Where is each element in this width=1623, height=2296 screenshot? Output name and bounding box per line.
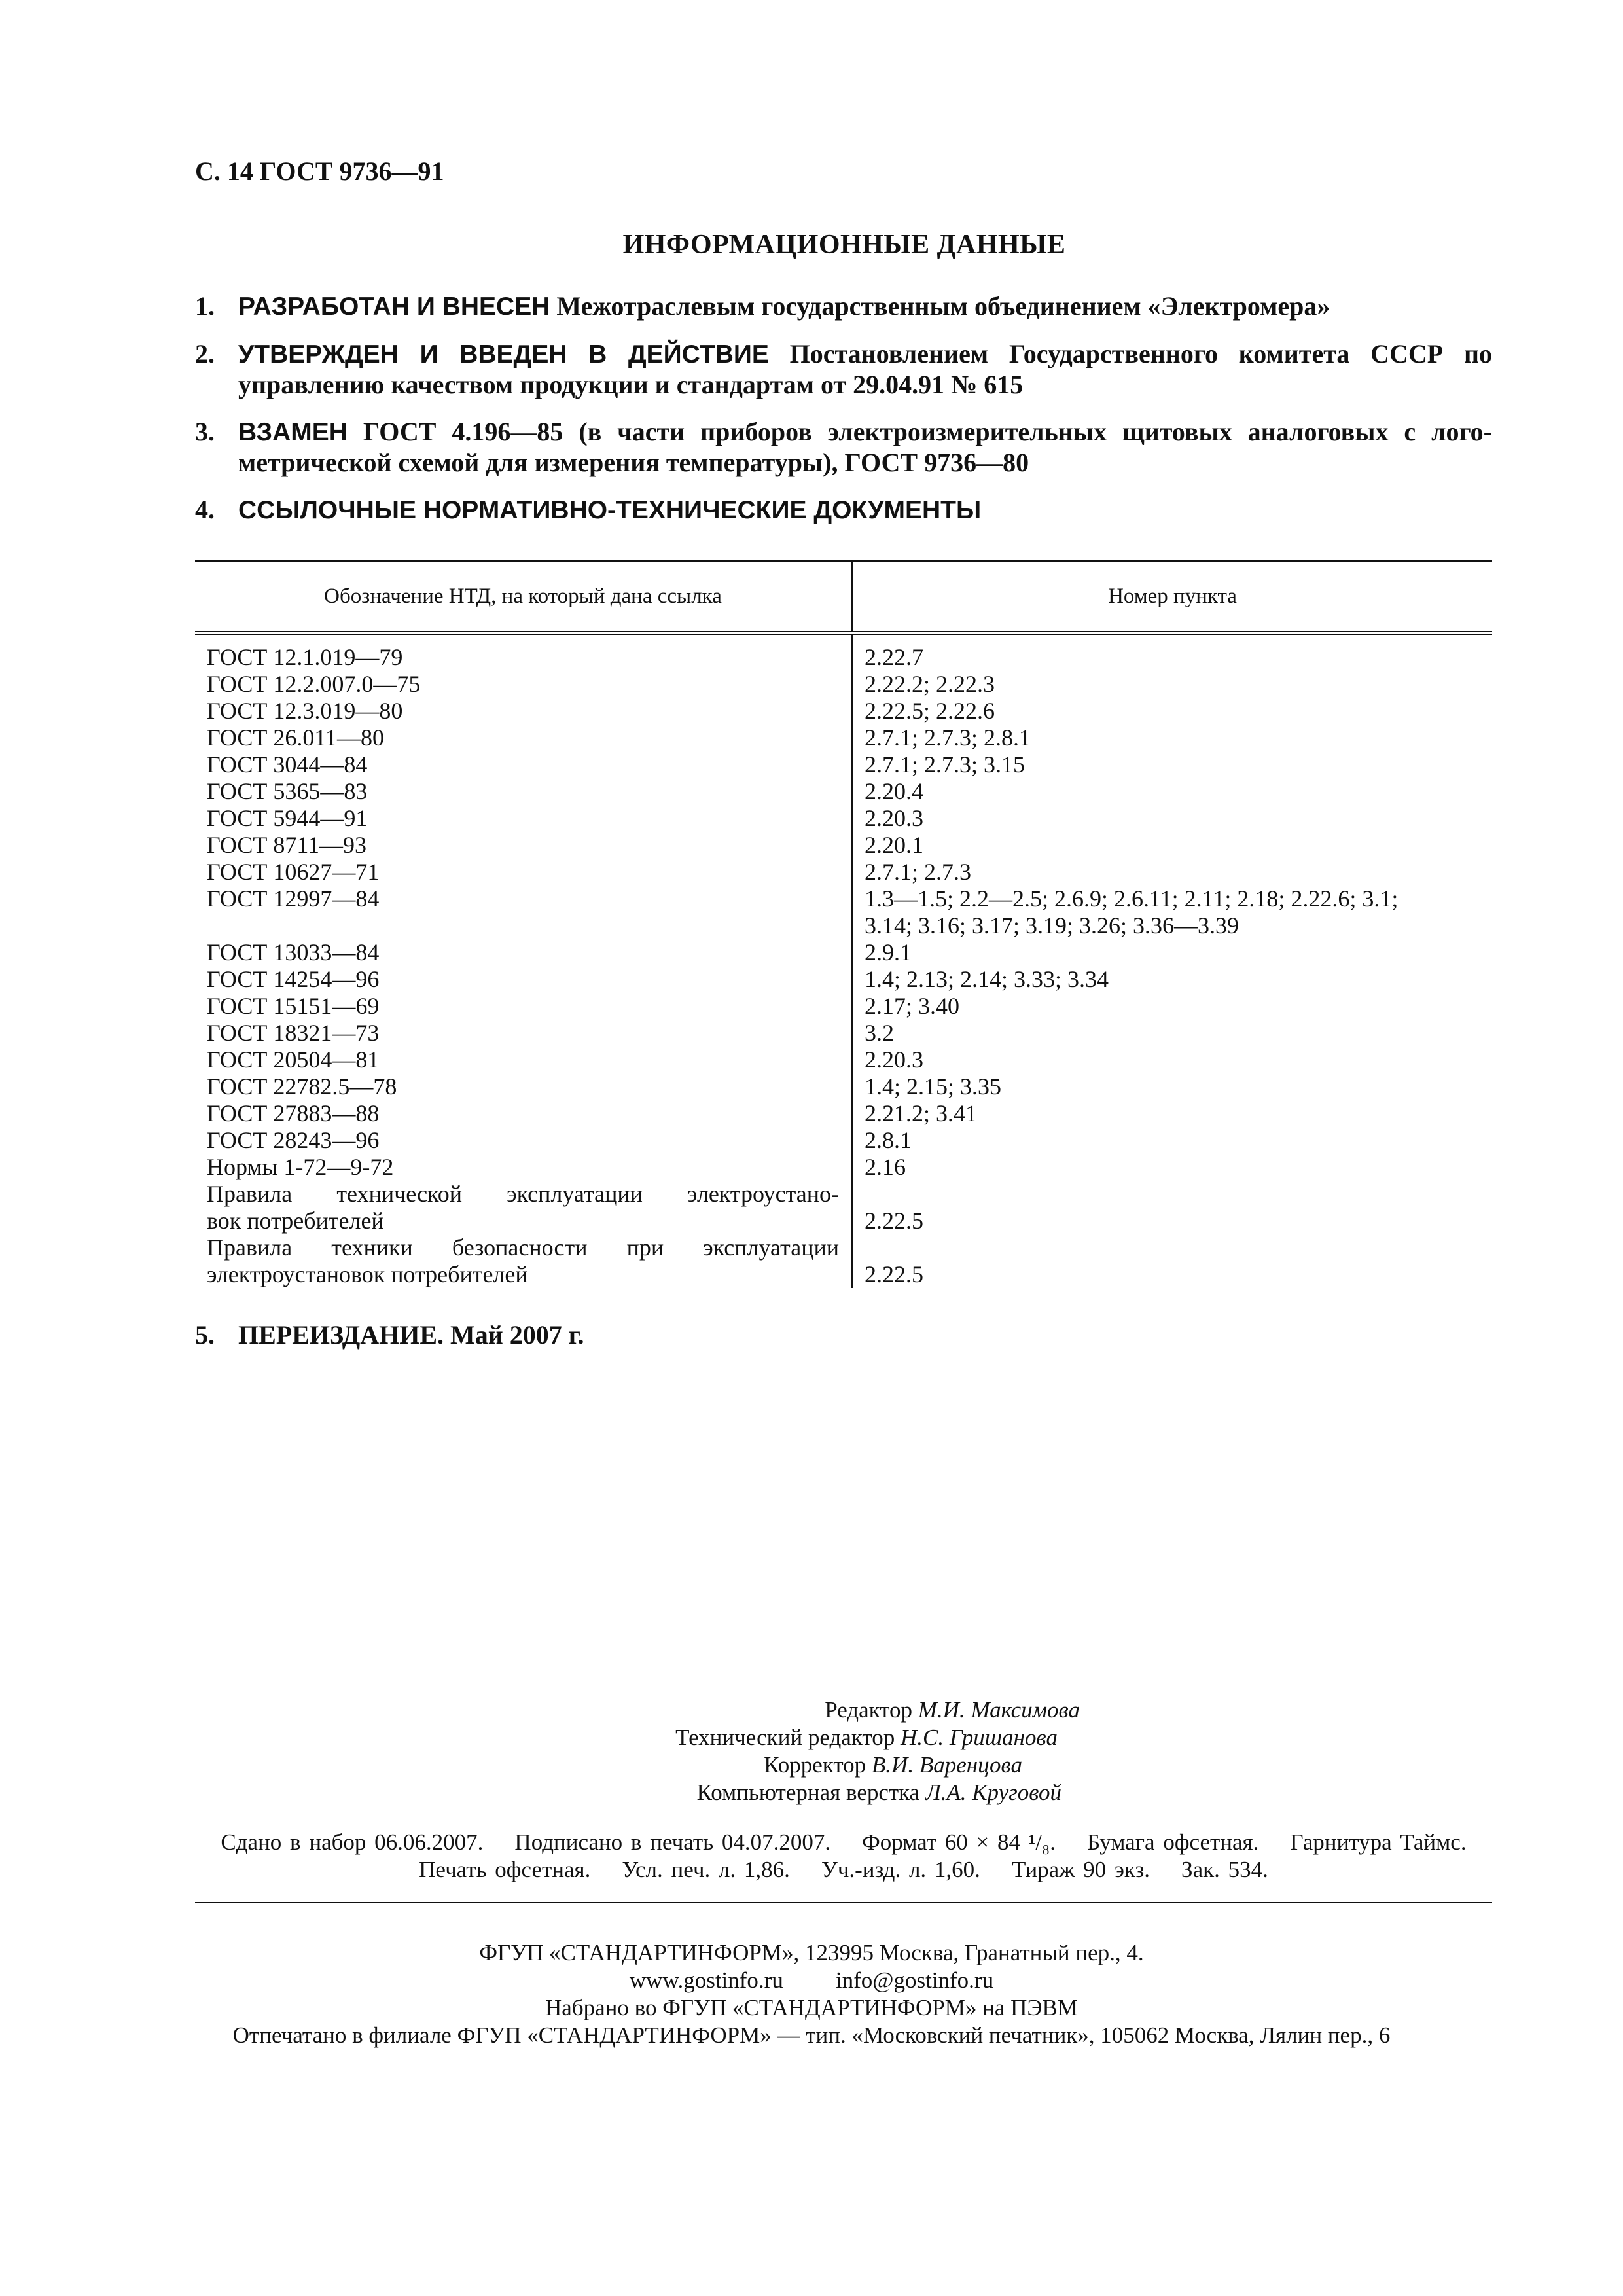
item-text: Постановлением Государственного комитета СССР по управлению качеством продукции и стандартам от 29.04.91 № 615 [238, 339, 1492, 399]
references-table [195, 560, 1492, 1288]
item-number: 5. [195, 1320, 215, 1350]
item-lead: ВЗАМЕН [238, 418, 348, 446]
ntd-cell: ГОСТ 22782.5—78 [195, 1073, 852, 1100]
clause-cell: 2.7.1; 2.7.3; 2.8.1 [865, 725, 1031, 751]
info-item-4 [195, 495, 1492, 526]
item-text: Межотраслевым государственным объединением «Электромера» [550, 291, 1330, 321]
info-item-1 [195, 291, 1492, 322]
page-header: С. 14 ГОСТ 9736—91 [195, 156, 444, 186]
info-item-3 [195, 417, 1492, 478]
print-info-field: Усл. печ. л. 1,86. [622, 1857, 790, 1882]
ntd-cell: Правила технической эксплуатации электроустано- [195, 1181, 852, 1208]
table-row [195, 912, 1492, 939]
clause-cell: 1.4; 2.13; 2.14; 3.33; 3.34 [865, 966, 1109, 992]
print-info-field: Гарнитура Таймс. [1290, 1829, 1467, 1855]
table-row [195, 633, 1492, 671]
item-lead: ССЫЛОЧНЫЕ НОРМАТИВНО-ТЕХНИЧЕСКИЕ ДОКУМЕНТЫ [238, 496, 982, 524]
print-info-row-1 [195, 1829, 1492, 1856]
item-text: ПЕРЕИЗДАНИЕ. Май 2007 г. [238, 1320, 584, 1350]
publisher-email-link[interactable]: info@gostinfo.ru [835, 1967, 994, 1993]
print-info-field: Зак. 534. [1181, 1857, 1268, 1882]
table-row [195, 671, 1492, 698]
credit-layout [0, 1779, 1623, 1806]
table-row [195, 966, 1492, 993]
ntd-cell: электроустановок потребителей [195, 1261, 852, 1288]
clause-cell: 3.14; 3.16; 3.17; 3.19; 3.26; 3.36—3.39 [865, 912, 1240, 939]
document-title: ИНФОРМАЦИОННЫЕ ДАННЫЕ [622, 230, 1066, 260]
table-row [195, 939, 1492, 966]
item-lead: УТВЕРЖДЕН И ВВЕДЕН В ДЕЙСТВИЕ [238, 340, 769, 368]
info-items [195, 291, 1492, 543]
credit-role: Технический редактор [675, 1725, 895, 1750]
clause-cell: 2.22.5; 2.22.6 [865, 698, 995, 724]
item-number: 1. [195, 291, 215, 321]
publisher-printed: Отпечатано в филиале ФГУП «СТАНДАРТИНФОРМ» — тип. «Московский печатник», 105062 Москва, Лялин пер., 6 [232, 2022, 1391, 2048]
ntd-cell: ГОСТ 15151—69 [195, 993, 852, 1020]
table-row [195, 698, 1492, 725]
info-item-2 [195, 339, 1492, 400]
ntd-cell: ГОСТ 27883—88 [195, 1100, 852, 1127]
table-row [195, 859, 1492, 886]
clause-cell: 2.9.1 [865, 939, 912, 965]
table-row [195, 1127, 1492, 1154]
clause-cell: 2.7.1; 2.7.3; 3.15 [865, 751, 1026, 778]
clause-cell: 1.3—1.5; 2.2—2.5; 2.6.9; 2.6.11; 2.11; 2.18; 2.22.6; 3.1; [865, 886, 1399, 912]
separator-rule [195, 1902, 1492, 1903]
table-row [195, 1261, 1492, 1288]
ntd-cell: ГОСТ 5365—83 [195, 778, 852, 805]
ntd-cell: Нормы 1-72—9-72 [195, 1154, 852, 1181]
clause-cell: 3.2 [865, 1020, 894, 1046]
table-row [195, 778, 1492, 805]
credit-name: Л.А. Круговой [925, 1780, 1061, 1805]
clause-cell: 2.20.4 [865, 778, 923, 804]
item-number: 3. [195, 417, 215, 446]
credit-tech-editor [0, 1724, 1623, 1751]
clause-cell: 1.4; 2.15; 3.35 [865, 1073, 1002, 1100]
credits [0, 1696, 1623, 1806]
print-info-field: Формат 60 × 84 ¹/₈. [862, 1829, 1056, 1855]
publisher-website-link[interactable]: www.gostinfo.ru [629, 1967, 783, 1993]
print-info-field: Тираж 90 экз. [1011, 1857, 1150, 1882]
column-header-ntd: Обозначение НТД, на который дана ссылка [195, 561, 852, 634]
ntd-cell: ГОСТ 12.3.019—80 [195, 698, 852, 725]
credit-name: В.И. Варенцова [871, 1752, 1022, 1778]
table-row [195, 886, 1492, 912]
ntd-cell: Правила техники безопасности при эксплуатации [195, 1234, 852, 1261]
ntd-cell: ГОСТ 5944—91 [195, 805, 852, 832]
clause-cell: 2.20.3 [865, 1047, 923, 1073]
table-row [195, 805, 1492, 832]
clause-cell: 2.22.2; 2.22.3 [865, 671, 995, 697]
table-header-row [195, 561, 1492, 634]
credit-name: М.И. Максимова [918, 1697, 1080, 1723]
clause-cell [852, 1181, 1493, 1208]
ntd-cell: ГОСТ 18321—73 [195, 1020, 852, 1047]
print-info-field: Сдано в набор 06.06.2007. [221, 1829, 484, 1855]
publisher-address: ФГУП «СТАНДАРТИНФОРМ», 123995 Москва, Гранатный пер., 4. [479, 1940, 1144, 1965]
credit-corrector [0, 1751, 1623, 1779]
publisher-contacts [0, 1967, 1623, 1994]
ntd-cell: ГОСТ 12.2.007.0—75 [195, 671, 852, 698]
table-body [195, 633, 1492, 1288]
ntd-cell: ГОСТ 8711—93 [195, 832, 852, 859]
clause-cell: 2.7.1; 2.7.3 [865, 859, 972, 885]
ntd-cell: ГОСТ 26.011—80 [195, 725, 852, 751]
credit-editor [0, 1696, 1623, 1724]
ntd-cell: ГОСТ 13033—84 [195, 939, 852, 966]
credit-role: Компьютерная верстка [696, 1780, 920, 1805]
table-row [195, 725, 1492, 751]
clause-cell: 2.17; 3.40 [865, 993, 960, 1019]
print-info-field: Подписано в печать 04.07.2007. [514, 1829, 831, 1855]
clause-cell: 2.22.5 [865, 1261, 923, 1287]
credit-role: Редактор [825, 1697, 913, 1723]
table-row [195, 1208, 1492, 1234]
table-row [195, 1020, 1492, 1047]
ntd-cell: ГОСТ 12.1.019—79 [195, 633, 852, 671]
print-info-field: Бумага офсетная. [1086, 1829, 1259, 1855]
table-row [195, 993, 1492, 1020]
table-row [195, 1100, 1492, 1127]
ntd-cell: ГОСТ 12997—84 [195, 886, 852, 912]
item-number: 2. [195, 339, 215, 368]
clause-cell: 2.8.1 [865, 1127, 912, 1153]
item-text: ГОСТ 4.196—85 (в части приборов электроизмерительных щитовых аналоговых с лого-метрической схемой для измерения температуры), ГОСТ 9736—80 [238, 417, 1492, 477]
table-row [195, 1234, 1492, 1261]
table-row [195, 1047, 1492, 1073]
ntd-cell: ГОСТ 10627—71 [195, 859, 852, 886]
table-row [195, 832, 1492, 859]
publisher-info [0, 1939, 1623, 2049]
ntd-cell: ГОСТ 28243—96 [195, 1127, 852, 1154]
ntd-cell: вок потребителей [195, 1208, 852, 1234]
clause-cell: 2.22.7 [865, 644, 923, 670]
clause-cell: 2.20.1 [865, 832, 923, 858]
credit-name: Н.С. Гришанова [900, 1725, 1058, 1750]
print-info-field: Уч.-изд. л. 1,60. [821, 1857, 980, 1882]
table-row [195, 751, 1492, 778]
item-lead: РАЗРАБОТАН И ВНЕСЕН [238, 293, 550, 321]
clause-cell: 2.16 [865, 1154, 906, 1180]
print-info-field: Печать офсетная. [419, 1857, 591, 1882]
publisher-typeset: Набрано во ФГУП «СТАНДАРТИНФОРМ» на ПЭВМ [545, 1995, 1078, 2020]
ntd-cell [195, 912, 852, 939]
column-header-clause: Номер пункта [852, 561, 1493, 634]
item-number: 4. [195, 495, 215, 524]
clause-cell: 2.22.5 [865, 1208, 923, 1234]
table-row [195, 1154, 1492, 1181]
clause-cell [852, 1234, 1493, 1261]
table-row [195, 1073, 1492, 1100]
print-info-row-2 [195, 1856, 1492, 1884]
info-item-5 [195, 1319, 584, 1350]
ntd-cell: ГОСТ 14254—96 [195, 966, 852, 993]
clause-cell: 2.21.2; 3.41 [865, 1100, 978, 1126]
print-info [195, 1829, 1492, 1884]
credit-role: Корректор [764, 1752, 866, 1778]
ntd-cell: ГОСТ 20504—81 [195, 1047, 852, 1073]
table-row [195, 1181, 1492, 1208]
ntd-cell: ГОСТ 3044—84 [195, 751, 852, 778]
clause-cell: 2.20.3 [865, 805, 923, 831]
